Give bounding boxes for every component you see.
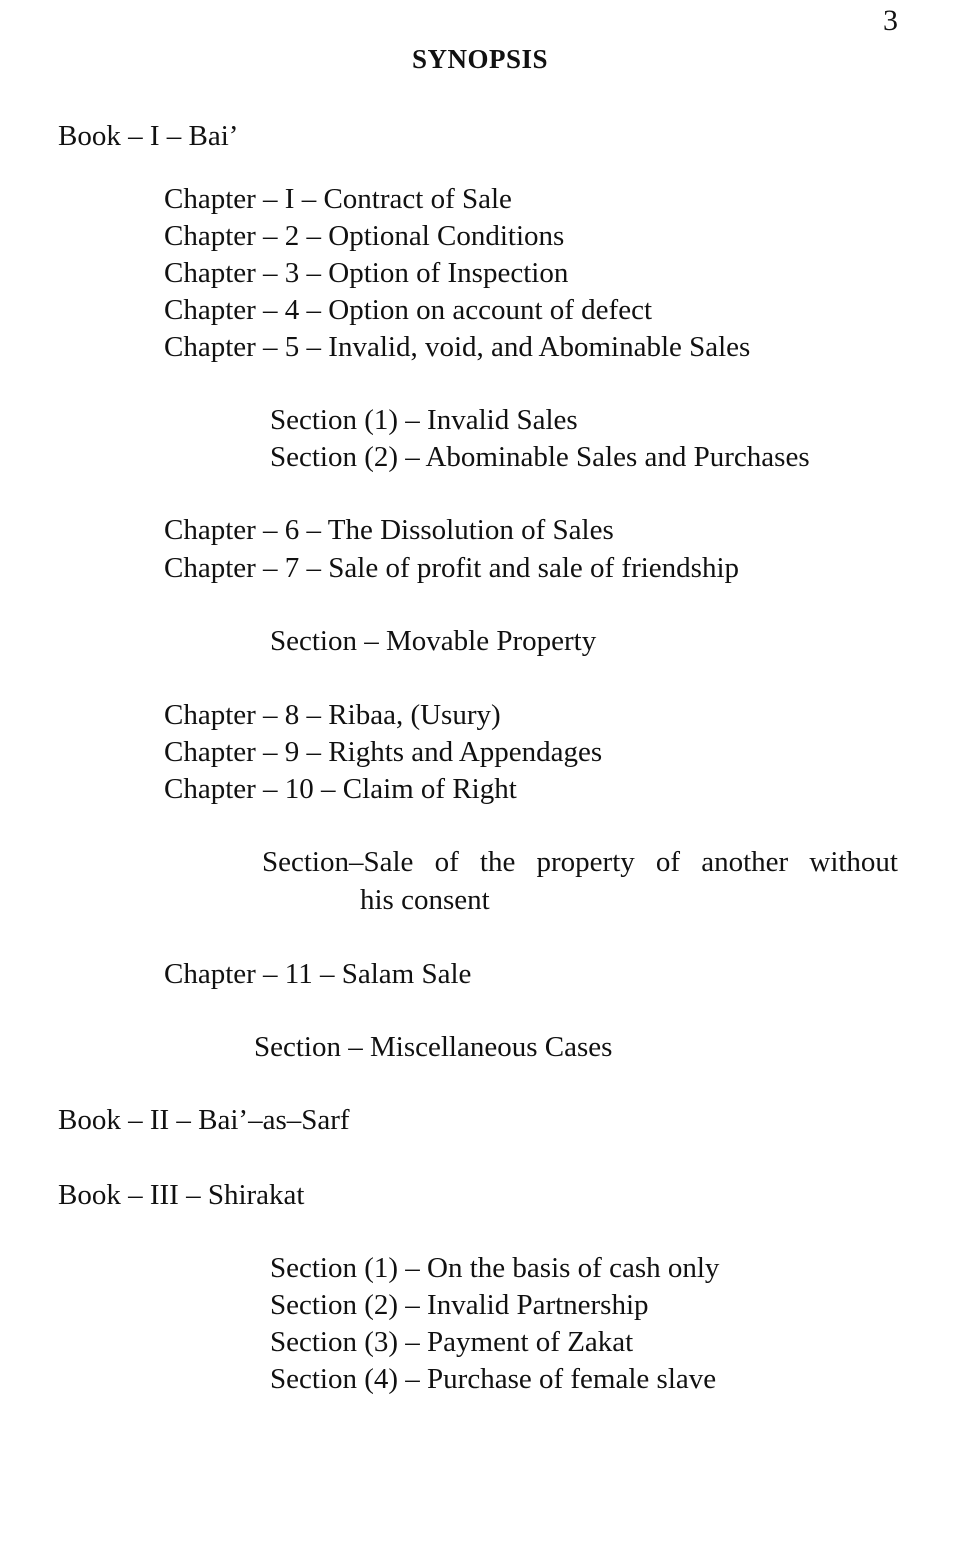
chapter-line: Chapter – 9 – Rights and Appendages	[164, 736, 603, 768]
chapter-line: Chapter – 7 – Sale of profit and sale of friendship	[164, 552, 740, 584]
chapter-line: Chapter – 10 – Claim of Right	[164, 773, 517, 805]
section-line: Section (3) – Payment of Zakat	[270, 1326, 634, 1358]
chapter-line: Chapter – 11 – Salam Sale	[164, 958, 472, 990]
chapter-line: Chapter – 4 – Option on account of defect	[164, 294, 653, 326]
page-title: SYNOPSIS	[411, 44, 549, 74]
chapter-line: Chapter – 6 – The Dissolution of Sales	[164, 514, 614, 546]
section-line: Section (2) – Invalid Partnership	[270, 1289, 649, 1321]
section-line: Section (1) – Invalid Sales	[270, 404, 578, 436]
book-heading-1: Book – I – Bai’	[58, 120, 239, 152]
section-line-continuation: his consent	[360, 884, 490, 916]
section-line: Section – Movable Property	[270, 625, 597, 657]
section-line: Section – Miscellaneous Cases	[254, 1031, 613, 1063]
chapter-line: Chapter – 2 – Optional Conditions	[164, 220, 565, 252]
chapter-line: Chapter – I – Contract of Sale	[164, 183, 512, 215]
page-number: 3	[883, 4, 898, 37]
chapter-line: Chapter – 3 – Option of Inspection	[164, 257, 569, 289]
section-line: Section (4) – Purchase of female slave	[270, 1363, 717, 1395]
section-line-wrapped: Section–Sale of the property of another without	[262, 846, 898, 878]
section-line: Section (2) – Abominable Sales and Purchases	[270, 441, 810, 473]
chapter-line: Chapter – 8 – Ribaa, (Usury)	[164, 699, 501, 731]
book-heading-3: Book – III – Shirakat	[58, 1179, 305, 1211]
section-line: Section (1) – On the basis of cash only	[270, 1252, 720, 1284]
chapter-line: Chapter – 5 – Invalid, void, and Abominable Sales	[164, 331, 751, 363]
book-heading-2: Book – II – Bai’–as–Sarf	[58, 1104, 350, 1136]
